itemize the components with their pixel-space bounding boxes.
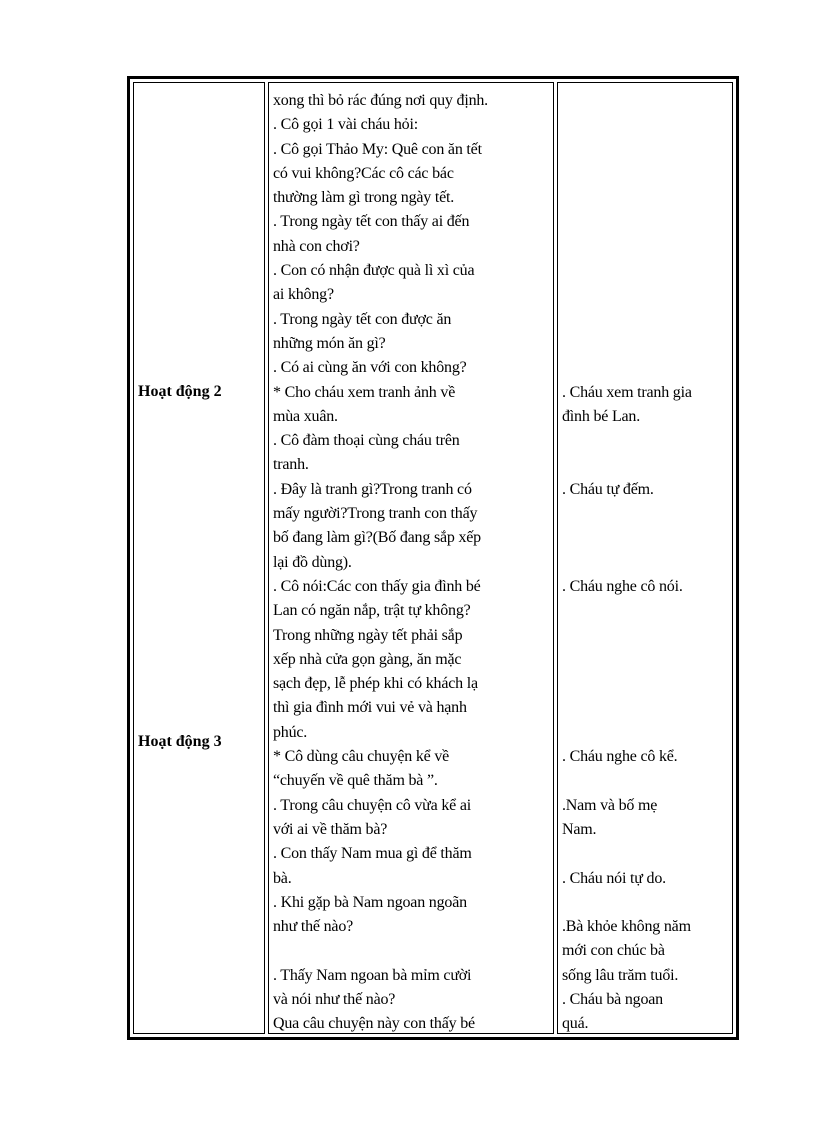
response-line: [562, 259, 730, 283]
content-line: “chuyến về quê thăm bà ”.: [273, 772, 438, 790]
response-line: [562, 672, 730, 696]
response-line: [562, 648, 730, 672]
response-line: . Cháu tự đếm.: [562, 480, 654, 498]
activity-label-2: Hoạt động 2: [138, 383, 222, 400]
content-line: [273, 939, 551, 963]
content-line: Qua câu chuyện này con thấy bé: [273, 1015, 475, 1033]
content-line: . Khi gặp bà Nam ngoan ngoãn: [273, 893, 467, 911]
response-line: quá.: [562, 1015, 589, 1033]
content-line: . Cô gọi Thảo My: Quê con ăn tết: [273, 140, 482, 158]
response-line: .Nam và bố mẹ: [562, 796, 658, 814]
response-line: . Cháu xem tranh gia: [562, 383, 692, 401]
content-line: . Có ai cùng ăn với con không?: [273, 359, 467, 377]
content-line: . Con thấy Nam mua gì để thăm: [273, 845, 472, 863]
lesson-table: [127, 76, 739, 1040]
content-line: bố đang làm gì?(Bố đang sắp xếp: [273, 529, 481, 547]
activity-label-3: Hoạt động 3: [138, 733, 222, 750]
response-line: [562, 283, 730, 307]
response-line: mới con chúc bà: [562, 942, 665, 960]
content-line: sạch đẹp, lễ phép khi có khách lạ: [273, 675, 478, 693]
content-line: nhà con chơi?: [273, 237, 360, 255]
content-line: * Cô dùng câu chuyện kể về: [273, 748, 450, 766]
response-line: [562, 891, 730, 915]
content-line: tranh.: [273, 456, 309, 474]
response-line: [562, 453, 730, 477]
response-lines: [562, 89, 730, 1037]
content-line: lại đồ dùng).: [273, 553, 352, 571]
content-line: phúc.: [273, 723, 308, 741]
response-line: [562, 526, 730, 550]
response-line: [562, 89, 730, 113]
response-line: Nam.: [562, 820, 597, 838]
response-line: [562, 113, 730, 137]
content-line: thì gia đình mới vui vẻ và hạnh: [273, 699, 467, 717]
content-line: . Trong ngày tết con được ăn: [273, 310, 452, 328]
content-line: những món ăn gì?: [273, 334, 386, 352]
response-line: [562, 696, 730, 720]
response-line: . Cháu nói tự do.: [562, 869, 666, 887]
response-line: [562, 842, 730, 866]
response-line: . Cháu nghe cô nói.: [562, 577, 683, 595]
response-line: .Bà khỏe không năm: [562, 918, 691, 936]
content-line: . Thấy Nam ngoan bà mỉm cười: [273, 966, 472, 984]
content-lines: [273, 89, 551, 1037]
response-line: [562, 356, 730, 380]
content-line: mấy người?Trong tranh con thấy: [273, 505, 478, 523]
response-line: [562, 429, 730, 453]
content-line: * Cho cháu xem tranh ảnh về: [273, 383, 456, 401]
content-line: Trong những ngày tết phải sắp: [273, 626, 463, 644]
activity-column: [133, 82, 265, 1034]
content-line: Lan có ngăn nắp, trật tự không?: [273, 602, 471, 620]
response-line: [562, 210, 730, 234]
content-line: thường làm gì trong ngày tết.: [273, 189, 455, 207]
content-line: mùa xuân.: [273, 407, 338, 425]
content-line: và nói như thế nào?: [273, 990, 396, 1008]
content-line: ai không?: [273, 286, 334, 304]
response-line: [562, 769, 730, 793]
content-column: [268, 82, 554, 1034]
response-line: [562, 186, 730, 210]
content-line: xếp nhà cửa gọn gàng, ăn mặc: [273, 650, 462, 668]
content-line: có vui không?Các cô các bác: [273, 164, 454, 182]
response-column: [557, 82, 733, 1034]
content-line: . Cô đàm thoại cùng cháu trên: [273, 432, 460, 450]
response-line: [562, 332, 730, 356]
response-line: . Cháu bà ngoan: [562, 990, 663, 1008]
content-line: bà.: [273, 869, 292, 887]
content-line: như thế nào?: [273, 918, 354, 936]
response-line: [562, 599, 730, 623]
content-line: . Trong câu chuyện cô vừa kể ai: [273, 796, 471, 814]
response-line: [562, 502, 730, 526]
content-line: . Cô nói:Các con thấy gia đình bé: [273, 577, 481, 595]
content-line: xong thì bỏ rác đúng nơi quy định.: [273, 92, 488, 109]
response-line: [562, 551, 730, 575]
content-line: . Cô gọi 1 vài cháu hỏi:: [273, 116, 418, 134]
response-line: [562, 235, 730, 259]
response-line: [562, 308, 730, 332]
response-line: đình bé Lan.: [562, 407, 641, 425]
content-line: với ai về thăm bà?: [273, 820, 388, 838]
response-line: . Cháu nghe cô kể.: [562, 748, 678, 766]
response-line: [562, 624, 730, 648]
response-line: [562, 721, 730, 745]
response-line: [562, 162, 730, 186]
response-line: sống lâu trăm tuổi.: [562, 966, 679, 984]
response-line: [562, 138, 730, 162]
content-line: . Con có nhận được quà lì xì của: [273, 262, 475, 280]
content-line: . Đây là tranh gì?Trong tranh có: [273, 480, 472, 498]
content-line: . Trong ngày tết con thấy ai đến: [273, 213, 470, 231]
